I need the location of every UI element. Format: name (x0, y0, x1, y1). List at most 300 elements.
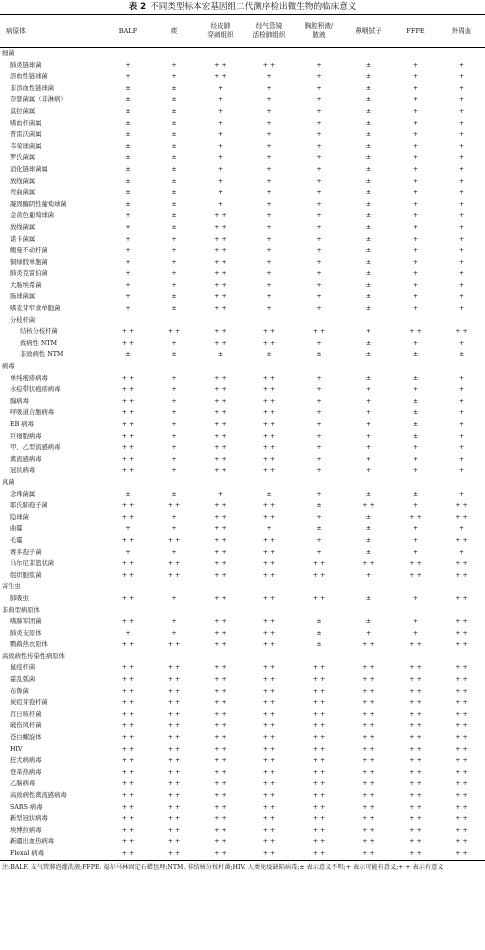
table-row (0, 836, 485, 848)
significance-cell: + (266, 142, 272, 150)
table-row (0, 570, 485, 582)
significance-cell: + (171, 270, 177, 278)
table-row (0, 280, 485, 292)
significance-cell: + + (362, 676, 375, 684)
significance-cell: + (365, 444, 372, 452)
significance-cell: + (316, 409, 322, 417)
significance-cell: + (316, 258, 322, 266)
significance-cell: + + (312, 328, 326, 336)
significance-cell: + + (214, 803, 227, 811)
significance-cell: ± (266, 351, 272, 359)
significance-cell (344, 48, 393, 60)
significance-cell: + + (105, 848, 151, 860)
significance-cell: ± (365, 177, 372, 185)
significance-cell: + (412, 200, 419, 208)
significance-cell: + + (121, 467, 135, 475)
pathogen-name: 结核分枝杆菌 (20, 328, 58, 336)
significance-cell: + + (362, 641, 375, 649)
pathogen-name: 冠状病毒 (10, 467, 36, 475)
significance-cell: + (412, 281, 419, 289)
significance-cell: + + (214, 757, 227, 765)
table-header-row (0, 15, 485, 48)
table-row (0, 674, 485, 686)
significance-cell: + (266, 270, 272, 278)
table-row (0, 245, 485, 257)
table-row (0, 535, 485, 547)
significance-cell: + (125, 525, 131, 533)
significance-cell: + (458, 281, 465, 289)
significance-cell: + + (409, 780, 422, 788)
pathogen-name: 肺炎链球菌 (10, 61, 42, 69)
significance-cell (294, 581, 344, 593)
significance-cell: + (412, 386, 419, 394)
significance-cell: ± (125, 200, 131, 208)
significance-cell: + (316, 107, 322, 115)
significance-cell: ± (125, 119, 131, 127)
significance-cell: + + (121, 676, 135, 684)
significance-cell: + (266, 293, 272, 301)
significance-cell: + (266, 258, 272, 266)
significance-cell: + + (214, 641, 227, 649)
table-row (0, 465, 485, 477)
significance-cell: + + (262, 618, 276, 626)
pathogen-name: 嗜血杆菌属 (10, 119, 42, 127)
significance-cell: + (458, 212, 465, 220)
pathogen-name: 肠球菌属 (10, 293, 36, 301)
significance-cell: + + (344, 848, 393, 860)
significance-cell: + (365, 409, 372, 417)
table-row (0, 187, 485, 199)
significance-cell: + + (214, 374, 227, 382)
significance-cell: + + (167, 676, 181, 684)
pathogen-name: 狂犬病病毒 (10, 757, 42, 765)
significance-cell: ± (365, 513, 372, 521)
significance-cell: + + (214, 768, 227, 776)
significance-cell: + (217, 189, 224, 197)
significance-cell: ± (125, 165, 131, 173)
significance-cell: + + (121, 618, 135, 626)
significance-cell: + + (312, 710, 326, 718)
significance-cell: + + (455, 757, 468, 765)
significance-cell: + (171, 374, 177, 382)
significance-cell (244, 477, 294, 489)
significance-cell: + (458, 548, 465, 556)
significance-cell (393, 315, 438, 327)
significance-cell: + (412, 154, 419, 162)
significance-cell: + + (214, 780, 227, 788)
table-row (0, 71, 485, 83)
significance-cell: ± (365, 73, 372, 81)
significance-cell: + (316, 96, 322, 104)
significance-cell: + + (312, 699, 326, 707)
category-row (0, 651, 485, 663)
significance-cell: + (365, 571, 372, 579)
significance-cell (151, 581, 197, 593)
table-row (0, 697, 485, 709)
significance-cell: + + (214, 328, 227, 336)
significance-cell: ± (316, 629, 322, 637)
significance-cell: + + (214, 223, 227, 231)
category-row (0, 477, 485, 489)
significance-cell: + + (262, 560, 276, 568)
significance-cell: + + (167, 838, 181, 846)
significance-cell: + + (455, 629, 468, 637)
pathogen-name: 念珠菌属 (10, 490, 36, 498)
significance-cell: + (365, 432, 372, 440)
significance-cell: + (458, 96, 465, 104)
significance-cell: ± (171, 293, 177, 301)
significance-cell: + + (214, 386, 227, 394)
significance-cell: + (458, 339, 465, 347)
significance-cell: + + (262, 722, 276, 730)
significance-cell: + + (312, 792, 326, 799)
significance-cell: + (316, 490, 322, 498)
significance-cell: + + (409, 722, 422, 730)
significance-cell: + + (262, 792, 276, 799)
significance-cell: + (412, 618, 419, 626)
significance-cell: + + (167, 571, 181, 579)
significance-cell: + + (121, 374, 135, 382)
significance-cell (244, 651, 294, 663)
category-row (0, 48, 485, 60)
table-row (0, 118, 485, 130)
significance-cell: + + (262, 768, 276, 776)
significance-cell: + + (409, 560, 422, 568)
significance-cell (197, 361, 244, 373)
pathogen-name: EB 病毒 (10, 421, 34, 428)
significance-cell: + (266, 119, 272, 127)
category-row (0, 315, 485, 327)
significance-cell: + + (167, 641, 181, 649)
significance-cell: + (365, 328, 372, 336)
significance-cell (151, 605, 197, 617)
table-row (0, 442, 485, 454)
significance-cell: ± (412, 409, 419, 417)
significance-cell: + (365, 455, 372, 463)
column-header: 鼻咽拭子 (344, 15, 393, 48)
significance-cell: + (266, 96, 272, 104)
significance-cell: ± (125, 96, 131, 104)
significance-cell: + + (167, 536, 181, 544)
significance-cell: + + (262, 432, 276, 440)
table-row (0, 593, 485, 605)
table-row (0, 755, 485, 767)
pathogen-name: 腺病毒 (10, 397, 29, 405)
category-row (0, 605, 485, 617)
significance-cell: + + (121, 757, 135, 765)
significance-cell: + (316, 84, 322, 92)
significance-cell: + (266, 131, 272, 139)
significance-cell: + + (262, 467, 276, 475)
significance-cell (294, 361, 344, 373)
significance-cell: + (171, 594, 177, 602)
significance-cell: + (316, 293, 322, 301)
significance-cell: ± (316, 525, 322, 533)
table-number: 表 2 (128, 2, 147, 12)
significance-cell: + (171, 525, 177, 533)
table-row (0, 431, 485, 443)
significance-cell: ± (125, 189, 131, 197)
significance-cell: + + (455, 803, 468, 811)
significance-cell: + + (262, 502, 276, 510)
significance-cell: + (316, 397, 322, 405)
significance-cell: + (171, 513, 177, 521)
significance-cell: + + (455, 699, 468, 707)
table-row (0, 326, 485, 338)
significance-cell: + (217, 119, 224, 127)
pathogen-name: 肺吸虫 (10, 594, 29, 602)
significance-cell: + + (294, 848, 344, 860)
significance-cell: + (458, 258, 465, 266)
significance-cell: + + (214, 258, 227, 266)
pathogen-name: 乙脑病毒 (10, 780, 36, 788)
pathogen-name: 高致病性禽流感病毒 (10, 792, 67, 799)
significance-cell (344, 581, 393, 593)
pathogen-name: 铜绿假单胞菌 (10, 258, 48, 266)
significance-cell: + + (362, 710, 375, 718)
significance-cell: ± (316, 641, 322, 649)
significance-cell: + + (262, 409, 276, 417)
significance-cell (244, 361, 294, 373)
pathogen-name: 金黄色葡萄球菌 (10, 212, 55, 220)
significance-cell: ± (365, 258, 372, 266)
pathogen-name: 嗜肺军团菌 (10, 618, 42, 626)
significance-cell: + + (312, 826, 326, 834)
significance-cell: + + (409, 757, 422, 765)
table-row (0, 489, 485, 501)
significance-cell: + + (214, 571, 227, 579)
significance-cell: + + (438, 848, 485, 860)
significance-cell: + (458, 293, 465, 301)
significance-cell: + + (121, 722, 135, 730)
significance-cell: + + (455, 536, 468, 544)
significance-cell (393, 477, 438, 489)
significance-cell (197, 477, 244, 489)
significance-cell: + (125, 293, 131, 301)
significance-cell: + (266, 200, 272, 208)
significance-cell (438, 48, 485, 60)
significance-cell: + (458, 165, 465, 173)
significance-cell: + + (262, 444, 276, 452)
pathogen-name: 大肠埃希菌 (10, 281, 42, 289)
significance-cell: + + (455, 768, 468, 776)
significance-cell: + + (262, 421, 276, 428)
significance-cell: + + (262, 780, 276, 788)
significance-cell: + + (121, 421, 135, 428)
significance-cell: + + (244, 848, 294, 860)
column-header: 经气管镜 活检肺组织 (244, 15, 294, 48)
significance-cell: + (125, 212, 131, 220)
significance-cell: + + (121, 455, 135, 463)
significance-cell (438, 315, 485, 327)
significance-cell: ± (125, 177, 131, 185)
significance-cell: + + (121, 339, 135, 347)
significance-cell: + + (455, 838, 468, 846)
pathogen-name: 新型冠状病毒 (10, 815, 48, 823)
pathogen-name: 隐球菌 (10, 513, 29, 521)
table-row (0, 778, 485, 790)
pathogen-name: Flexal 病毒 (0, 848, 105, 860)
significance-cell: ± (266, 490, 272, 498)
significance-cell: ± (365, 119, 372, 127)
significance-cell: + (365, 421, 372, 428)
table-row (0, 396, 485, 408)
significance-cell: + + (121, 409, 135, 417)
significance-cell: + (316, 223, 322, 231)
significance-cell: + + (121, 792, 135, 799)
significance-cell: + + (214, 676, 227, 684)
significance-cell: + + (214, 61, 227, 69)
pathogen-name: 嗜麦芽窄食单胞菌 (10, 305, 61, 313)
table-row (0, 291, 485, 303)
pathogen-name: 鼠疫杆菌 (10, 664, 36, 672)
significance-cell: ± (365, 131, 372, 139)
significance-cell (294, 315, 344, 327)
significance-cell (244, 605, 294, 617)
significance-cell: ± (412, 374, 419, 382)
significance-cell (294, 477, 344, 489)
significance-cell (197, 651, 244, 663)
significance-cell: ± (365, 247, 372, 255)
significance-cell: + + (455, 826, 468, 834)
significance-cell: ± (316, 351, 322, 359)
significance-cell: + (316, 455, 322, 463)
significance-cell: + (171, 61, 177, 69)
significance-cell: + + (455, 571, 468, 579)
significance-cell: + + (312, 687, 326, 695)
table-row (0, 199, 485, 211)
significance-cell (105, 477, 151, 489)
table-row (0, 94, 485, 106)
significance-cell: + (412, 107, 419, 115)
significance-cell: + + (262, 61, 276, 69)
significance-cell (344, 361, 393, 373)
significance-cell: + (412, 305, 419, 313)
significance-cell: + + (214, 455, 227, 463)
significance-cell: + + (167, 502, 181, 510)
table-row (0, 60, 485, 72)
significance-cell: + + (121, 826, 135, 834)
significance-cell: + (412, 73, 419, 81)
pathogen-name: 非典型病原体 (2, 606, 40, 614)
table-row (0, 83, 485, 95)
table-row (0, 720, 485, 732)
pathogen-name: 禽流感病毒 (10, 455, 42, 463)
significance-cell: + (316, 165, 322, 173)
significance-cell: + + (121, 710, 135, 718)
column-header: FFPE (393, 15, 438, 48)
table-row (0, 512, 485, 524)
significance-cell: + + (214, 687, 227, 695)
significance-cell: ± (171, 84, 177, 92)
significance-cell: + (412, 165, 419, 173)
significance-cell: + (316, 467, 322, 475)
significance-cell: + (171, 444, 177, 452)
pathogen-name: 放线菌属 (10, 177, 36, 185)
significance-cell (344, 477, 393, 489)
significance-cell (197, 48, 244, 60)
significance-cell (438, 605, 485, 617)
significance-cell: + + (362, 815, 375, 823)
significance-cell: + + (214, 270, 227, 278)
significance-cell: + (412, 502, 419, 510)
significance-cell: + + (167, 560, 181, 568)
significance-cell: + (217, 96, 224, 104)
table-row (0, 210, 485, 222)
significance-cell: + + (121, 386, 135, 394)
significance-cell: + (412, 339, 419, 347)
significance-cell (105, 605, 151, 617)
significance-cell: + + (455, 641, 468, 649)
significance-cell: + (458, 386, 465, 394)
significance-cell: + + (409, 687, 422, 695)
significance-cell: + + (214, 525, 227, 533)
significance-cell: + (412, 84, 419, 92)
significance-cell: ± (171, 189, 177, 197)
significance-cell: ± (365, 235, 372, 243)
significance-cell: + + (362, 664, 375, 672)
significance-cell: + + (121, 734, 135, 742)
significance-cell: + + (409, 815, 422, 823)
table-row (0, 744, 485, 756)
significance-cell: + + (262, 571, 276, 579)
table-row (0, 732, 485, 744)
significance-cell: + (171, 421, 177, 428)
significance-cell: + + (214, 548, 227, 556)
significance-cell: + (458, 525, 465, 533)
significance-cell: + (217, 200, 224, 208)
significance-cell: ± (171, 223, 177, 231)
significance-cell: + + (455, 618, 468, 626)
pathogen-name: 放线菌属 (10, 223, 36, 231)
significance-cell: + + (214, 432, 227, 440)
pathogen-name: 肺炎克雷伯菌 (10, 270, 48, 278)
pathogen-name: 埃博拉病毒 (10, 826, 42, 834)
significance-cell: + (266, 154, 272, 162)
pathogen-name: 马尔尼菲篮状菌 (10, 560, 55, 568)
significance-cell: + + (409, 838, 422, 846)
significance-cell (197, 605, 244, 617)
significance-cell: + (217, 107, 224, 115)
significance-cell: + + (214, 444, 227, 452)
significance-cell (105, 651, 151, 663)
significance-cell: ± (365, 281, 372, 289)
significance-cell: + + (455, 676, 468, 684)
significance-cell: + (316, 235, 322, 243)
table-row (0, 303, 485, 315)
significance-cell: + + (167, 803, 181, 811)
significance-cell: + (412, 61, 419, 69)
significance-cell: + (171, 548, 177, 556)
significance-cell: + + (197, 848, 244, 860)
pathogen-name: 致病性 NTM (20, 339, 58, 347)
significance-cell (151, 477, 197, 489)
significance-cell: + (412, 189, 419, 197)
significance-cell: + (125, 247, 131, 255)
pathogen-name: 奈瑟菌属（非淋病） (10, 96, 67, 104)
significance-cell: + (458, 455, 465, 463)
significance-cell: + + (262, 687, 276, 695)
significance-cell (294, 651, 344, 663)
table-row (0, 709, 485, 721)
significance-cell (438, 651, 485, 663)
pathogen-name: 诺卡菌属 (10, 235, 36, 243)
significance-cell: + + (262, 815, 276, 823)
significance-cell (151, 315, 197, 327)
significance-cell: + + (262, 710, 276, 718)
significance-cell (393, 361, 438, 373)
significance-cell: + + (409, 699, 422, 707)
